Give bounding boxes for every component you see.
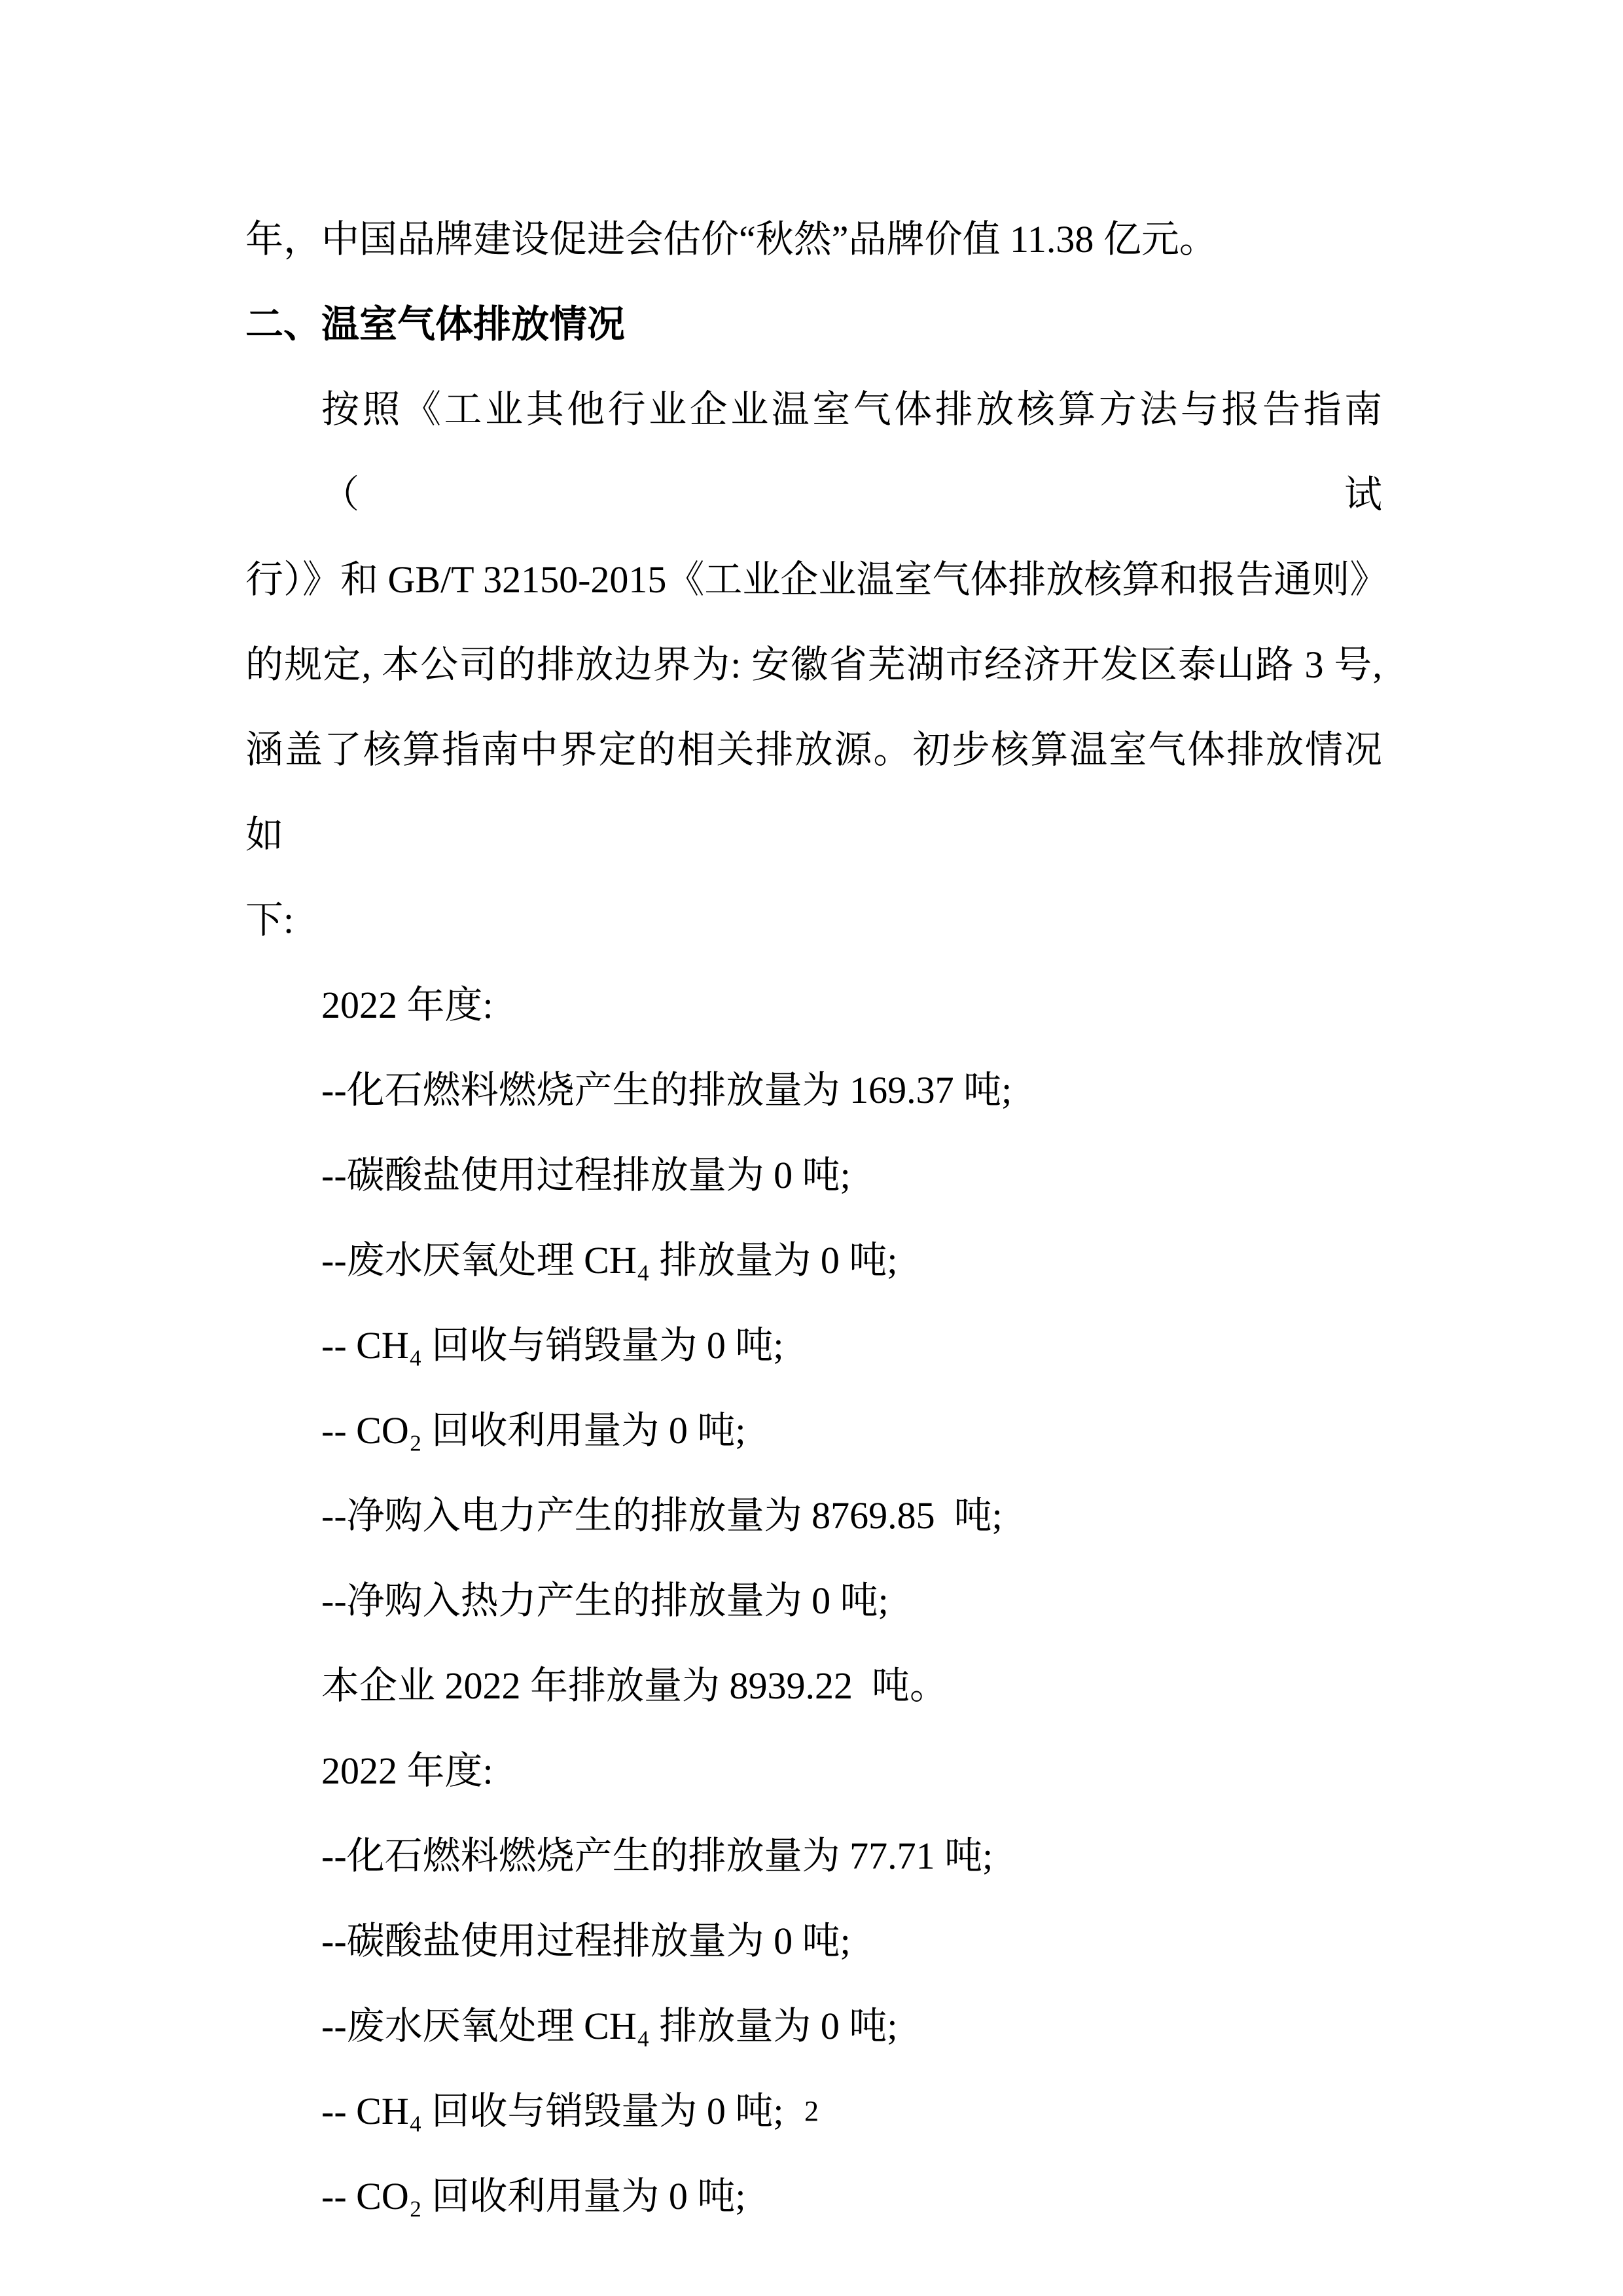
emission-item-line: --化石燃料燃烧产生的排放量为 77.71 吨; bbox=[321, 1835, 993, 1877]
page-number: 2 bbox=[804, 2095, 819, 2127]
emission-item-line: --碳酸盐使用过程排放量为 0 吨; bbox=[321, 1920, 851, 1962]
emission-item-line: --废水厌氧处理 CH₄ 排放量为 0 吨; bbox=[321, 1239, 898, 1282]
paragraph-continuation-line: 年，中国品牌建设促进会估价“秋然”品牌价值 11.38 亿元。 bbox=[245, 218, 1217, 260]
annual-total-line: 本企业 2022 年排放量为 8939.22 吨。 bbox=[321, 1664, 948, 1707]
section-heading: 二、温室气体排放情况 bbox=[245, 303, 626, 346]
emission-item-line: --废水厌氧处理 CH₄ 排放量为 0 吨; bbox=[321, 2005, 898, 2047]
paragraph-line: 下: bbox=[245, 899, 294, 941]
emission-item-line: -- CH₄ 回收与销毁量为 0 吨; bbox=[321, 2090, 784, 2132]
year-label-line: 2022 年度: bbox=[321, 984, 493, 1026]
document-body bbox=[245, 197, 1388, 2239]
paragraph-line: 涵盖了核算指南中界定的相关排放源。初步核算温室气体排放情况如 bbox=[245, 728, 1382, 856]
paragraph-line: 的规定, 本公司的排放边界为: 安徽省芜湖市经济开发区泰山路 3 号, bbox=[245, 643, 1382, 686]
emission-item-line: --净购入电力产生的排放量为 8769.85 吨; bbox=[321, 1494, 1003, 1537]
year-label-line: 2022 年度: bbox=[321, 1749, 493, 1792]
emission-item-line: -- CO₂ 回收利用量为 0 吨; bbox=[321, 1409, 746, 1452]
emission-item-line: --净购入热力产生的排放量为 0 吨; bbox=[321, 1579, 889, 1622]
emission-item-line: --化石燃料燃烧产生的排放量为 169.37 吨; bbox=[321, 1069, 1012, 1111]
emission-item-line: -- CH₄ 回收与销毁量为 0 吨; bbox=[321, 1324, 784, 1367]
emission-item-line: -- CO₂ 回收利用量为 0 吨; bbox=[321, 2175, 746, 2217]
emission-item-line: --碳酸盐使用过程排放量为 0 吨; bbox=[321, 1154, 851, 1196]
paragraph-line: 行）》和 GB/T 32150-2015《工业企业温室气体排放核算和报告通则》 bbox=[245, 558, 1388, 601]
paragraph-line: 按照《工业其他行业企业温室气体排放核算方法与报告指南（试 bbox=[321, 388, 1382, 516]
